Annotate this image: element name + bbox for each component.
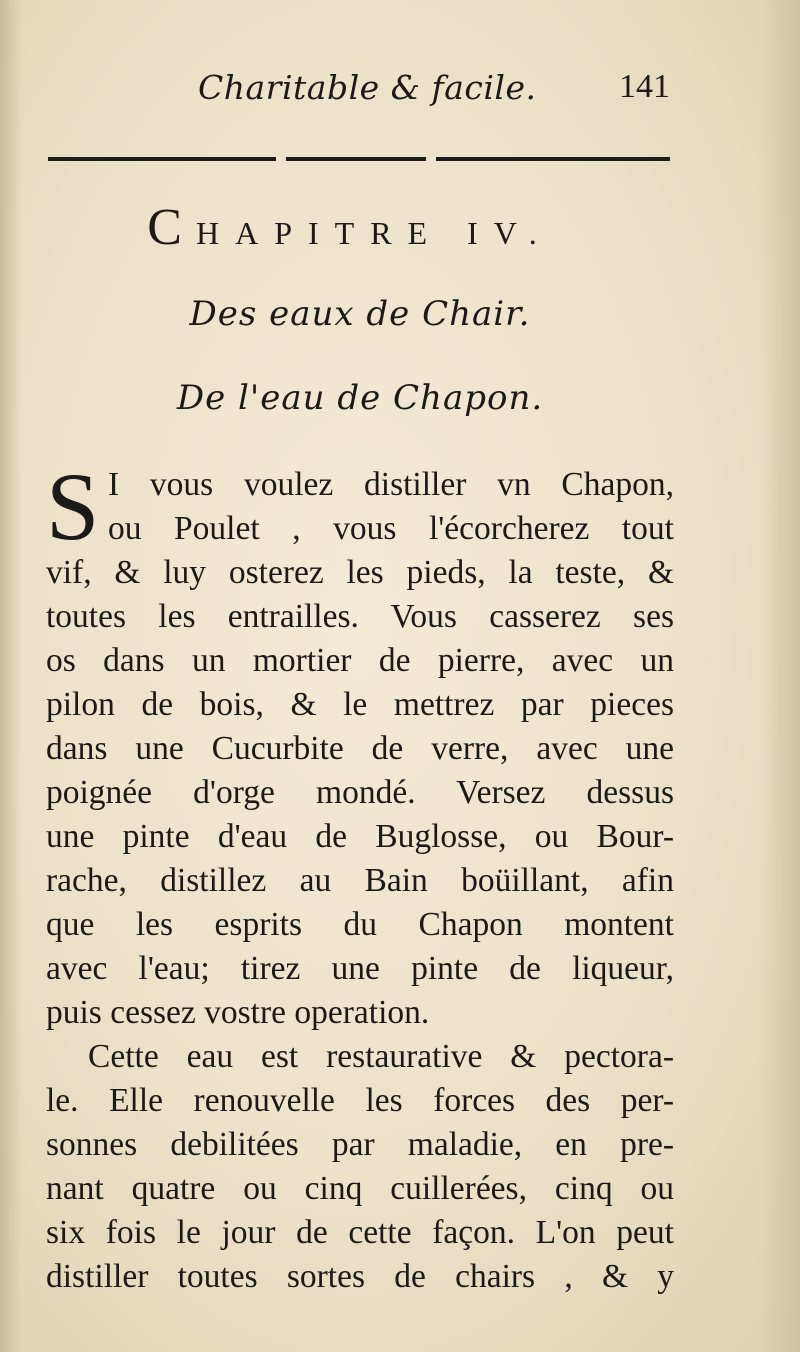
- text-line: os dans un mortier de pierre, avec un: [46, 642, 674, 679]
- text-line: toutes les entrailles. Vous casserez ses: [46, 598, 674, 635]
- text-line: Cette eau est restaurative & pectora-: [88, 1038, 674, 1075]
- section-title-eau-de-chapon: De l'eau de Chapon.: [176, 378, 544, 418]
- text-line: avec l'eau; tirez une pinte de liqueur,: [46, 950, 674, 987]
- header-rule: [48, 157, 670, 163]
- drop-cap: S: [46, 453, 100, 560]
- section-title-eaux-de-chair: Des eaux de Chair.: [189, 294, 531, 334]
- header-rule-segment: [286, 157, 426, 161]
- paragraph-1: [46, 453, 674, 1035]
- body-text: [46, 453, 674, 1299]
- text-line: puis cessez vostre operation.: [46, 994, 430, 1031]
- header-rule-segment: [48, 157, 276, 161]
- text-line: vif, & luy osterez les pieds, la teste, &: [46, 554, 674, 591]
- text-line: ou Poulet , vous l'écorcherez tout: [108, 510, 674, 547]
- running-head: [48, 68, 670, 118]
- text-line: sonnes debilitées par maladie, en pre-: [46, 1126, 674, 1163]
- header-rule-segment: [436, 157, 670, 161]
- text-line: rache, distillez au Bain boüillant, afin: [46, 862, 674, 899]
- page-number: 141: [619, 68, 670, 105]
- paragraph-2: [46, 1035, 674, 1299]
- text-line: six fois le jour de cette façon. L'on peut: [46, 1214, 674, 1251]
- text-line: pilon de bois, & le mettrez par pieces: [46, 686, 674, 723]
- running-title: Charitable & facile.: [198, 68, 537, 107]
- text-line: I vous voulez distiller vn Chapon,: [108, 466, 674, 503]
- page-right-edge-shadow: [760, 0, 800, 1352]
- text-line: que les esprits du Chapon montent: [46, 906, 674, 943]
- text-line: poignée d'orge mondé. Versez dessus: [46, 774, 674, 811]
- text-line: nant quatre ou cinq cuillerées, cinq ou: [46, 1170, 674, 1207]
- text-line: le. Elle renouvelle les forces des per-: [46, 1082, 674, 1119]
- text-line: distiller toutes sortes de chairs , & y: [46, 1258, 674, 1295]
- text-line: une pinte d'eau de Buglosse, ou Bour-: [46, 818, 674, 855]
- chapter-heading-rest: HAPITRE IV.: [195, 215, 553, 251]
- text-line: dans une Cucurbite de verre, avec une: [46, 730, 674, 767]
- chapter-initial: C: [147, 199, 196, 256]
- chapter-heading: [0, 198, 700, 257]
